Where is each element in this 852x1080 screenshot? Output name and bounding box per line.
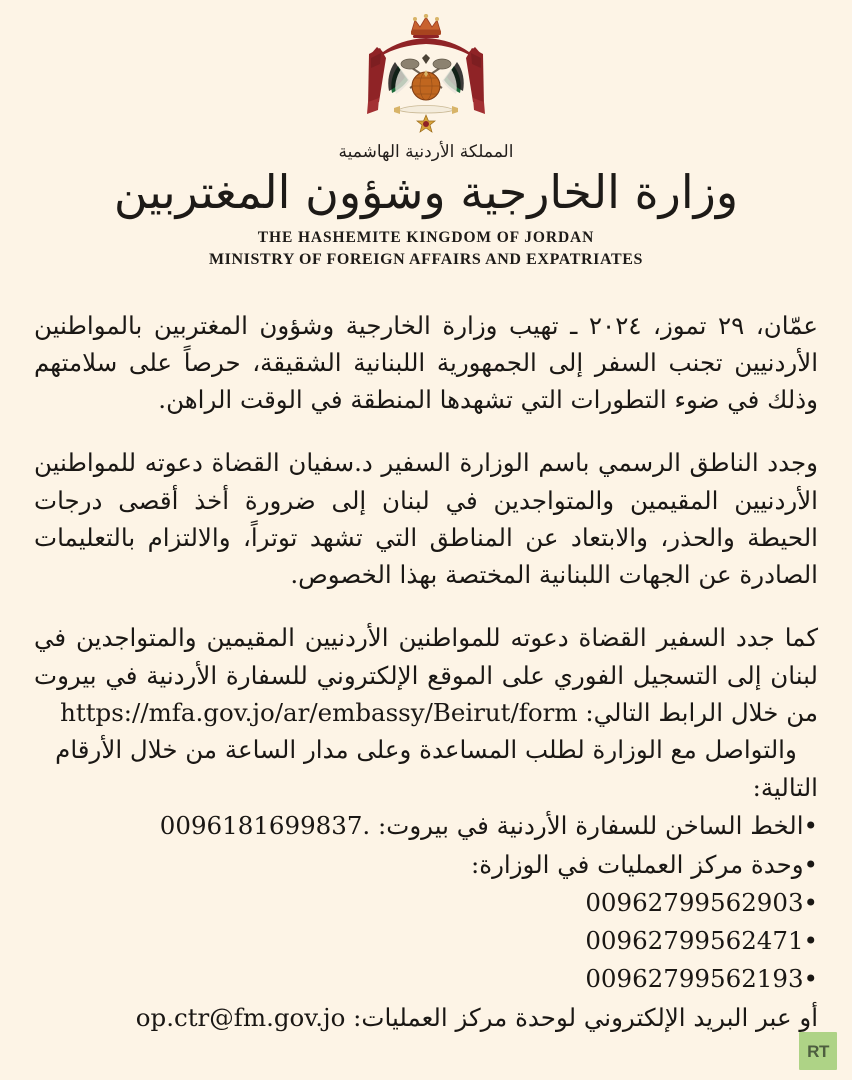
rt-watermark-label: RT [807,1041,829,1061]
paragraph-registration [34,619,818,731]
paragraph-spokesperson: وجدد الناطق الرسمي باسم الوزارة السفير د.سفيان القضاة دعوته للمواطنين الأردنيين المقيمين والمتواجدين في لبنان إلى ضرورة أخذ أقصى درجات الحيطة والحذر، والابتعاد عن المناطق التي تشهد توتراً، والالتزام بالتعليمات الصادرة عن الجهات اللبنانية المختصة بهذا الخصوص. [34,448,818,590]
ministry-arabic-calligraphy: وزارة الخارجية وشؤون المغتربين [113,164,739,219]
email-address[interactable]: op.ctr@fm.gov.jo [135,1002,346,1032]
document-header [0,0,852,271]
contact-intro-line: والتواصل مع الوزارة لطلب المساعدة وعلى مدار الساعة من خلال الأرقام التالية: [55,735,818,803]
statement-body [34,271,818,1037]
kingdom-arabic-calligraphy: المملكة الأردنية الهاشمية [338,142,514,162]
email-line [34,999,818,1037]
phone-number[interactable]: 00962799562193• [585,964,818,994]
email-label: أو عبر البريد الإلكتروني لوحدة مركز العمليات: [353,1002,818,1032]
registration-text: كما جدد السفير القضاة دعوته للمواطنين الأردنيين المقيمين والمتواجدين في لبنان إلى التسجيل الفوري على الموقع الإلكتروني للسفارة الأردنية في بيروت من خلال الرابط التالي: [34,623,818,727]
hotline-line [34,807,818,845]
registration-url[interactable]: https://mfa.gov.jo/ar/embassy/Beirut/form [60,697,578,727]
hotline-label: •الخط الساخن للسفارة الأردنية في بيروت: [378,811,818,841]
operations-number-3 [34,960,818,998]
operations-number-1 [34,884,818,922]
coat-of-arms-emblem [346,14,506,139]
emblem-icon [346,14,506,139]
hotline-number[interactable]: 0096181699837. [159,811,371,841]
kingdom-english-title: THE HASHEMITE KINGDOM OF JORDAN [257,229,595,247]
operations-number-2 [34,922,818,960]
paragraph-travel-advisory: عمّان، ٢٩ تموز، ٢٠٢٤ ـ تهيب وزارة الخارجية وشؤون المغتربين بالمواطنين الأردنيين تجنب السفر إلى الجمهورية اللبنانية الشقيقة، حرصاً على سلامتهم وذلك في ضوء التطورات التي تشهدها المنطقة في الوقت الراهن. [34,310,818,415]
phone-number[interactable]: 00962799562903• [585,887,818,917]
ministry-english-title: MINISTRY OF FOREIGN AFFAIRS AND EXPATRIATES [208,251,644,269]
phone-number[interactable]: 00962799562471• [585,926,818,956]
english-titles [0,228,852,271]
rt-watermark [799,1032,837,1070]
operations-unit-label: •وحدة مركز العمليات في الوزارة: [470,849,818,879]
